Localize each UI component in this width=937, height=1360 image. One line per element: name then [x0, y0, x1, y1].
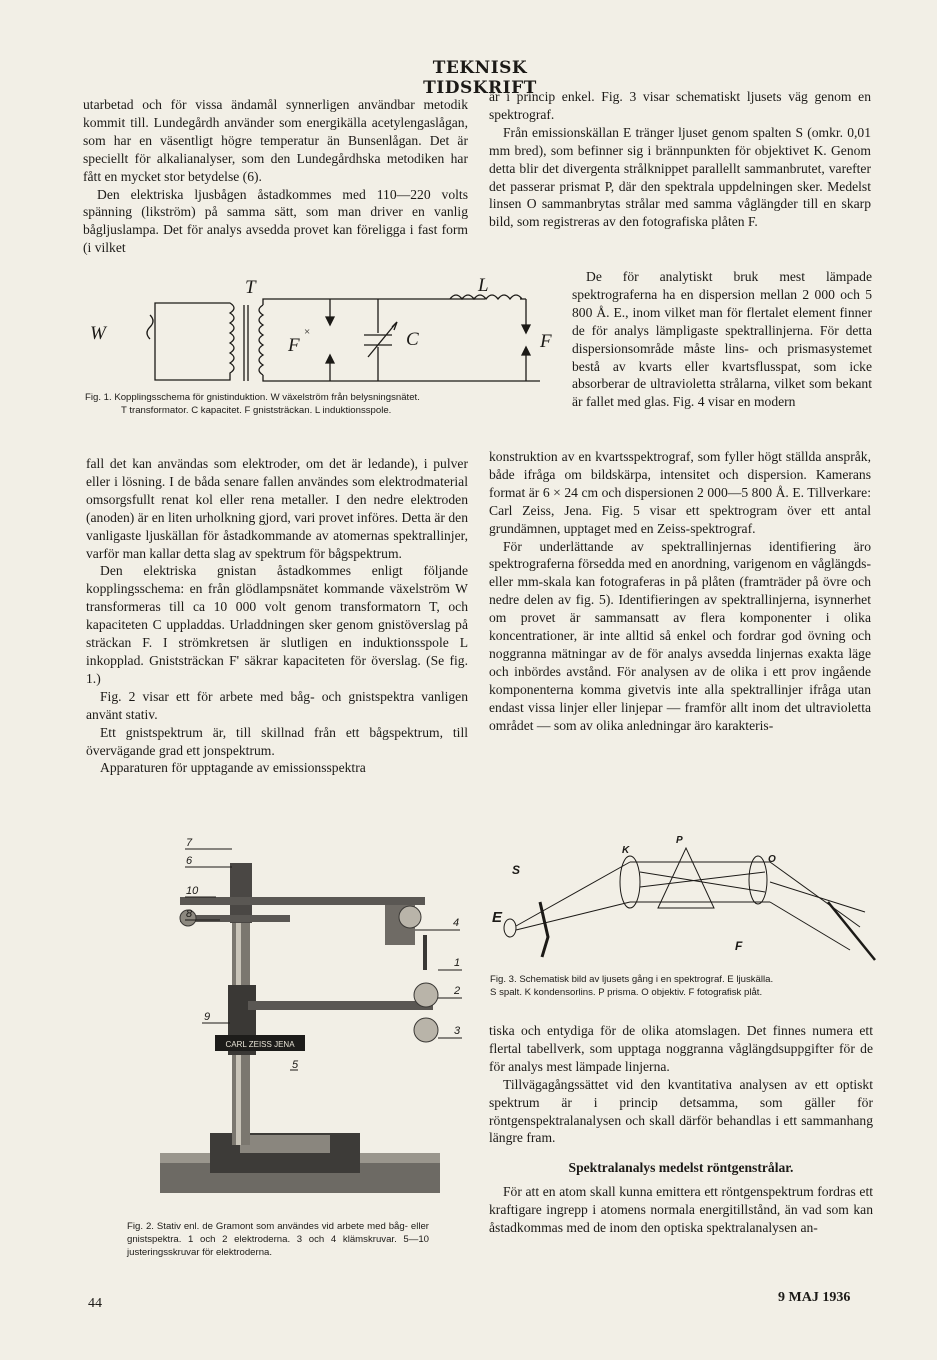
- lower-arm: [248, 1001, 433, 1010]
- caption-line: S spalt. K kondensorlins. P prisma. O objektiv. F fotografisk plåt.: [490, 987, 763, 998]
- paragraph: är i princip enkel. Fig. 3 visar schematiskt ljusets väg genom en spektrograf.: [489, 89, 871, 122]
- right-column-bottom: [489, 1022, 873, 1237]
- paragraph: Ett gnistspektrum är, till skillnad från ett bågspektrum, till övervägande grad ett jonspektrum.: [86, 724, 468, 758]
- paragraph: utarbetad och för vissa ändamål synnerligen användbar metodik kommit till. Lundegårdh använder som energikälla acetylengaslågan, som har en väsentligt högre temperatur än Bunsenlågan. Det är speciellt för alkalianalyser, som den Lundegårdhska metodiken har fått en mycket stor betydelse (6).: [83, 97, 468, 184]
- right-column-narrow: [572, 268, 872, 411]
- left-column-mid: [86, 455, 468, 777]
- fig2-label: 5: [292, 1059, 299, 1071]
- fig1-caption: [85, 391, 555, 417]
- photo-plate: [828, 902, 875, 960]
- fig2-label: 8: [186, 908, 193, 920]
- fig2-label: 6: [186, 855, 193, 867]
- right-column-mid: [489, 448, 871, 735]
- caption-line: T transformator. C kapacitet. F gniststräckan. L induktionsspole.: [121, 405, 392, 416]
- paragraph: Från emissionskällan E tränger ljuset genom spalten S (omkr. 0,01 mm bred), som befinner sig i brännpunkten för objektivet K. Genom detta blir det divergenta strålknippet parallellt sammanbrutet, varefter det passerar prismat P, där den spektrala uppdelningen sker. Medelst linsen O sammanbrytas strålar med samma våglängder till en skarp bild, som registreras av den fotografiska plåten F.: [489, 124, 871, 230]
- zeiss-stamp: CARL ZEISS JENA: [225, 1040, 295, 1049]
- transformer-primary: [225, 303, 234, 380]
- caption-line: Fig. 1. Kopplingsschema för gnistinduktion. W växelström från belysningsnätet.: [85, 392, 420, 403]
- label-l: L: [478, 275, 489, 296]
- paragraph: fall det kan användas som elektroder, om det är ledande), i pulver eller i lösning. I de båda senare fallen användes som elektrodmaterial omsorgsfullt renat kol eller rena metaller. I den nedre elektroden (anoden) är en liten urholkning gjord, vari provet införes. Detta är den vanligaste ljuskällan för åstadkommande av atomernas spektrallinjer, varför man kallar detta slag av spektrum för bågspektrum.: [86, 456, 468, 561]
- fig2-label: 1: [454, 957, 461, 969]
- label-w: W: [90, 323, 106, 344]
- left-column-top: [83, 96, 468, 257]
- ac-source-symbol: [147, 315, 153, 339]
- lens-o: [749, 856, 767, 904]
- fig2-label: 4: [453, 917, 460, 929]
- fig2-label: 9: [204, 1011, 211, 1023]
- fig3-spectrograph-schematic: [490, 832, 880, 972]
- fig3-label-o: O: [768, 854, 776, 865]
- prism-p: [658, 848, 714, 908]
- fig2-label: 2: [454, 985, 461, 997]
- paragraph: De för analytiskt bruk mest lämpade spektrograferna ha en dispersion mellan 2 000 och 5 800 Å. E., inom vilket man för flertalet element finner de för analys lämpligaste spektrallinjerna. För detta dispersionsområde måste lins- och prismasystemet bestå av kvarts eller kvartsflusspat, som icke absorberar de ultravioletta strålarna, vilket som bekant är fallet med glas. Fig. 4 visar en modern: [572, 269, 872, 410]
- fig2-label: 3: [454, 1025, 461, 1037]
- fig2-caption: Fig. 2. Stativ enl. de Gramont som användes vid arbete med båg- eller gnistspektra. 1 och 2 elektroderna. 3 och 4 klämskruvar. 5—10 justeringsskruvar för elektroderna.: [127, 1221, 429, 1258]
- lens-k: [620, 856, 640, 908]
- label-x: ×: [304, 326, 311, 338]
- section-heading: Spektralanalys medelst röntgenstrålar.: [568, 1160, 794, 1176]
- fig3-label-f: F: [735, 939, 743, 953]
- issue-date: 9 MAJ 1936: [778, 1290, 851, 1305]
- upper-arm: [180, 897, 425, 905]
- transformer-secondary: [259, 305, 263, 375]
- page-number: 44: [88, 1296, 102, 1311]
- fig3-label-e: E: [492, 909, 503, 926]
- fig3-label-k: K: [622, 845, 630, 856]
- label-f-prime: F: [288, 335, 300, 356]
- right-column-top: [489, 88, 871, 231]
- fig1-circuit-diagram: [80, 275, 550, 390]
- fig3-label-s: S: [512, 863, 521, 877]
- caption-line: Fig. 3. Schematisk bild av ljusets gång i en spektrograf. E ljuskälla.: [490, 974, 774, 985]
- paragraph: Tillvägagångssättet vid den kvantitativa analysen av ett optiskt spektrum är i princip detsamma, som gäller för röntgenspektralanalysen och skall därför behandlas i ett sammanhang längre fram.: [489, 1076, 873, 1146]
- label-t: T: [245, 277, 256, 298]
- fig3-caption: [490, 973, 880, 999]
- paragraph: Apparaturen för upptagande av emissionsspektra: [100, 760, 366, 776]
- light-source: [504, 919, 516, 937]
- paragraph: Den elektriska ljusbågen åstadkommes med 110—220 volts spänning (likström) på samma sätt, som man driver en vanlig bågljuslampa. Det för analys avsedda provet kan föreligga i fast form (i vilket: [83, 186, 468, 256]
- fig2-stand-illustration: [120, 835, 480, 1215]
- label-c: C: [406, 329, 419, 350]
- fig3-label-p: P: [676, 835, 683, 846]
- paragraph: Fig. 2 visar ett för arbete med båg- och gnistspektra vanligen använt stativ.: [86, 688, 468, 722]
- paragraph: För att en atom skall kunna emittera ett röntgenspektrum fordras ett kraftigare ingrepp i atomens normala energitillstånd, än vad som kan åstadkommas med de inom den optiska spektralanalysen an-: [489, 1184, 873, 1236]
- paragraph: För underlättande av spektrallinjernas identifiering äro spektrograferna försedda med en anordning, varigenom en våglängds- eller mm-skala kan fotograferas in på plåten (framträder på övre och nedre delen av fig. 5). Identifieringen av spektrallinjerna, isynnerhet om provet är sammansatt av flera komponenter i olika koncentrationer, är inte alltid så enkel och fordrar god övning och noggranna mätningar av de för analys avsedda linjernas exakta läge och inbördes avstånd. För analysen av de olika i ett prov ingående komponenterna komma givetvis inte alla spektrallinjer ifråga utan endast vissa linjer eller linjepar — framför allt inom det ultravioletta området — som av olika anledningar äro karakteris-: [489, 538, 871, 733]
- paragraph: konstruktion av en kvartsspektrograf, som fyller högt ställda anspråk, både ifråga om bildskärpa, intensitet och dispersion. Kamerans format är 6 × 24 cm och dispersionen 2 000—5 800 Å. E. Tillverkare: Carl Zeiss, Jena. Fig. 5 visar ett spektrogram över ett antal grundämnen, upptaget med en Zeiss-spektrograf.: [489, 449, 871, 536]
- masthead: TEKNISK TIDSKRIFT: [423, 58, 537, 98]
- paragraph: Den elektriska gnistan åstadkommes enligt följande kopplingsschema: en från glödlampsnätet kommande växelström W transformeras till ca 10 000 volt genom transformatorn T, och kapaciteten C uppladdas. Urladdningen sker genom gnistöverslag på sträckan F. I strömkretsen är slutligen en induktionsspole L inkopplad. Gniststräckan F' säkrar kapaciteten för överslag. (Se fig. 1.): [86, 563, 468, 686]
- label-f: F: [540, 331, 552, 352]
- fig2-label: 7: [186, 837, 193, 849]
- paragraph: tiska och entydiga för de olika atomslagen. Det finnes numera ett flertal tabellverk, som upptaga noggranna våglängdsuppgifter för de för analys mest lämpade linjerna.: [489, 1023, 873, 1074]
- fig2-label: 10: [186, 885, 199, 897]
